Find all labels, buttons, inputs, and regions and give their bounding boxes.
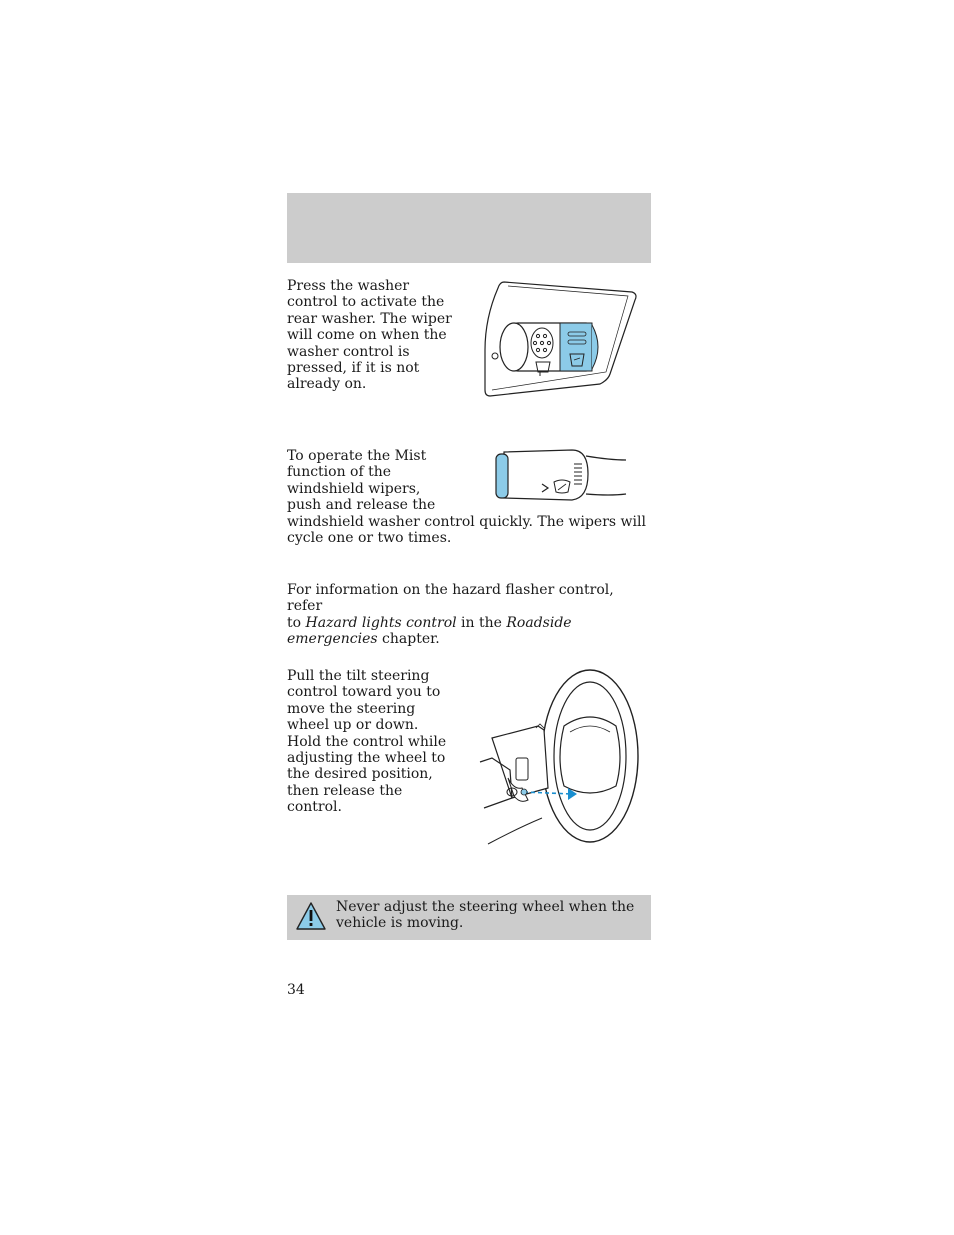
mist-paragraph: To operate the Mist function of the windshield wipers, push and release the windshield washer control quickly. The wipers will cycle one or two times.	[287, 448, 646, 547]
wiper-stalk-illustration	[490, 446, 630, 504]
roadside-chapter-reference: Roadside	[506, 614, 572, 631]
hazard-paragraph: For information on the hazard flasher control, refer to Hazard lights control in the Roadside emergencies chapter.	[287, 582, 614, 648]
hazard-lights-reference: Hazard lights control	[305, 614, 457, 631]
washer-paragraph: Press the washer control to activate the rear washer. The wiper will come on when the washer control is pressed, if it is not already on.	[287, 278, 452, 393]
tilt-steering-wheel-illustration	[478, 668, 644, 846]
tilt-paragraph: Pull the tilt steering control toward you to move the steering wheel up or down. Hold the control while adjusting the wheel to the desired position, then release the control.	[287, 668, 447, 816]
section-header-band	[287, 193, 651, 263]
warning-text: Never adjust the steering wheel when the vehicle is moving.	[336, 899, 635, 932]
rear-washer-control-illustration	[480, 278, 640, 400]
warning-box	[287, 895, 651, 940]
warning-triangle-icon	[295, 901, 327, 931]
page-number: 34	[287, 982, 305, 998]
